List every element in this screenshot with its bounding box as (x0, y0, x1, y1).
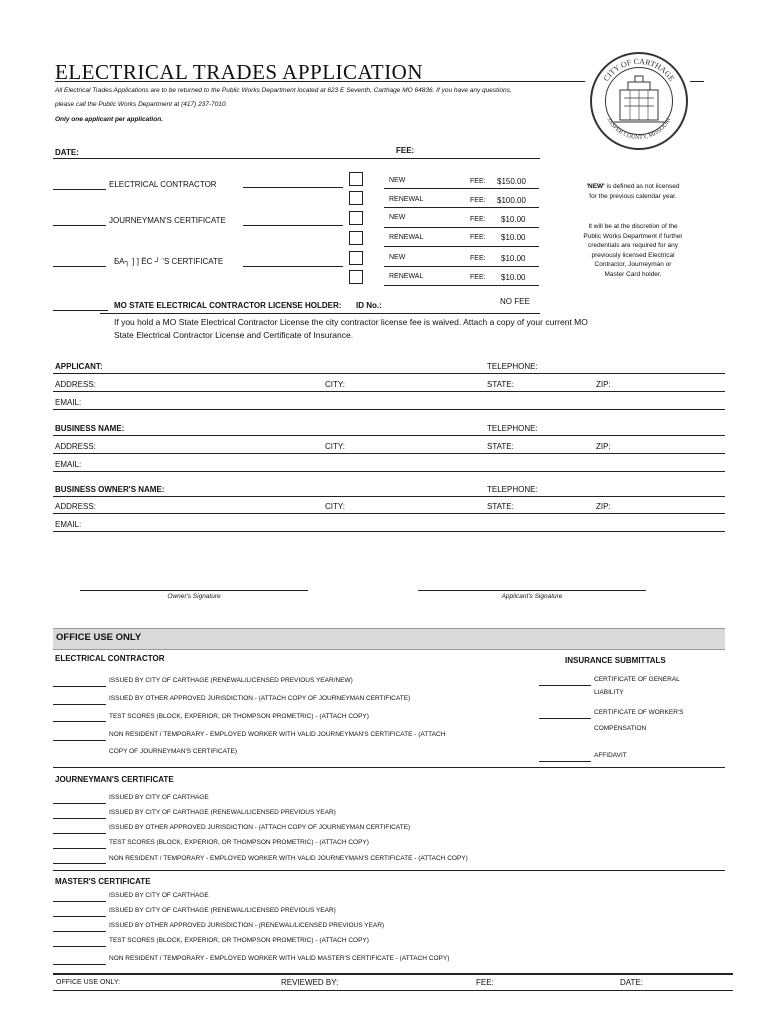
applicant-city-label: CITY: (325, 380, 346, 389)
checkbox-jm-new[interactable] (349, 211, 363, 225)
jm-item: ISSUED BY CITY OF CARTHAGE (RENEWAL/LICENSED PREVIOUS YEAR) (109, 809, 336, 816)
footer-reviewed-by-label: REVIEWED BY: (281, 978, 339, 987)
city-seal-building-icon (590, 52, 688, 150)
option-amount: $10.00 (501, 254, 526, 263)
owner-name-label: BUSINESS OWNER'S NAME: (55, 485, 165, 494)
insurance-item-blank[interactable] (539, 685, 591, 686)
state-holder-underline[interactable] (100, 313, 540, 314)
applicant-state-label: STATE: (487, 380, 514, 389)
business-zip-label: ZIP: (596, 442, 611, 451)
ms-item: ISSUED BY CITY OF CARTHAGE (RENEWAL/LICENSED PREVIOUS YEAR) (109, 907, 336, 914)
option-type: RENEWAL (389, 196, 424, 203)
owner-name-field[interactable] (53, 496, 725, 497)
footer-date-label: DATE: (620, 978, 643, 987)
owner-city-label: CITY: (325, 502, 346, 511)
business-name-label: BUSINESS NAME: (55, 424, 125, 433)
jm-item: NON RESIDENT / TEMPORARY - EMPLOYED WORKER WITH VALID JOURNEYMAN'S CERTIFICATE - (ATTACH COPY) (109, 855, 468, 862)
option-divider (384, 266, 539, 267)
owner-signature-label: Owner's Signature (167, 593, 221, 600)
svg-text:CITY OF CARTHAGE (602, 57, 677, 83)
business-address-field[interactable] (53, 453, 725, 454)
business-email-label: EMAIL: (55, 460, 82, 469)
option-type: RENEWAL (389, 273, 424, 280)
intro-text-2: please call the Public Works Department at (417) 237-7010. (55, 101, 228, 108)
option-divider (384, 207, 539, 208)
ms-item: NON RESIDENT / TEMPORARY - EMPLOYED WORKER WITH VALID MASTER'S CERTIFICATE - (ATTACH COPY) (109, 955, 450, 962)
option-divider (384, 188, 539, 189)
ec-item-blank[interactable] (53, 686, 106, 687)
ms-item-blank[interactable] (53, 931, 106, 932)
insurance-item-blank[interactable] (539, 761, 591, 762)
new-definition-text-2: for the previous calendar year. (589, 192, 677, 200)
svg-text:JASPER COUNTY, MISSOURI (606, 117, 673, 141)
business-telephone-label: TELEPHONE: (487, 424, 538, 433)
owner-email-field[interactable] (53, 531, 725, 532)
discretion-line: previously licensed Electrical (591, 251, 675, 259)
ec-item-continued: COPY OF JOURNEYMAN'S CERTIFICATE) (109, 748, 238, 755)
ms-item: ISSUED BY CITY OF CARTHAGE (109, 892, 209, 899)
footer-office-use-label: OFFICE USE ONLY: (56, 979, 121, 986)
discretion-line: Contractor, Journeyman or (594, 261, 672, 268)
option-amount: $10.00 (501, 233, 526, 242)
ms-item: ISSUED BY OTHER APPROVED JURISDICTION - (RENEWAL/LICENSED PREVIOUS YEAR) (109, 922, 385, 929)
owner-zip-label: ZIP: (596, 502, 611, 511)
jm-section-heading: JOURNEYMAN'S CERTIFICATE (55, 775, 174, 784)
owner-address-field[interactable] (53, 513, 725, 514)
office-use-header-bar (53, 628, 725, 650)
footer-bottom-rule (53, 990, 733, 991)
insurance-item: CERTIFICATE OF WORKER'S (594, 709, 684, 716)
ec-item: ISSUED BY OTHER APPROVED JURISDICTION - (ATTACH COPY OF JOURNEYMAN CERTIFICATE) (109, 695, 411, 702)
id-number-label: ID No.: (356, 301, 382, 310)
applicant-address-field[interactable] (53, 391, 725, 392)
state-holder-info-1: If you hold a MO State Electrical Contractor License the city contractor license fee is waived. Attach a copy of your current MO (114, 317, 588, 327)
page-title: ELECTRICAL TRADES APPLICATION (55, 60, 424, 84)
option-amount: $10.00 (501, 215, 526, 224)
option-divider (384, 227, 539, 228)
insurance-item: AFFIDAVIT (594, 752, 627, 759)
owner-state-label: STATE: (487, 502, 514, 511)
ec-item: ISSUED BY CITY OF CARTHAGE (RENEWAL/LICENSED PREVIOUS YEAR/NEW) (109, 677, 353, 684)
jm-item-blank[interactable] (53, 833, 106, 834)
master-label: БА┐ ] ] ЁС ┘ 'S CERTIFICATE (114, 257, 224, 266)
footer-rule (53, 973, 733, 975)
option-fee-label: FEE: (470, 216, 486, 223)
discretion-line: Public Works Department if further (583, 232, 683, 240)
state-holder-label: MO STATE ELECTRICAL CONTRACTOR LICENSE HOLDER: (114, 301, 342, 310)
insurance-item-continued: LIABILITY (594, 689, 624, 696)
ec-item-blank[interactable] (53, 740, 106, 741)
ec-section-heading: ELECTRICAL CONTRACTOR (55, 654, 165, 663)
state-holder-info-2: State Electrical Contractor License and Certificate of Insurance. (114, 330, 354, 340)
option-fee-label: FEE: (470, 274, 486, 281)
ms-item-blank[interactable] (53, 964, 106, 965)
jm-section-divider (53, 870, 725, 871)
ec-item-blank[interactable] (53, 704, 106, 705)
option-divider (384, 285, 539, 286)
new-definition-text: is defined as not licensed (604, 183, 680, 190)
applicant-email-field[interactable] (53, 409, 725, 410)
master-line (243, 266, 343, 267)
business-city-label: CITY: (325, 442, 346, 451)
option-fee-label: FEE: (470, 197, 486, 204)
fee-label: FEE: (396, 146, 415, 155)
electrical-contractor-blank[interactable] (53, 189, 106, 190)
jm-item: TEST SCORES (BLOCK, EXPERIOR, OR THOMPSON PROMETRIC) - (ATTACH COPY) (109, 839, 369, 846)
master-blank[interactable] (53, 266, 106, 267)
insurance-item-continued: COMPENSATION (594, 725, 647, 732)
option-divider (384, 246, 539, 247)
ms-item-blank[interactable] (53, 901, 106, 902)
ec-section-divider (53, 767, 725, 768)
new-definition-term: 'NEW' (586, 183, 605, 190)
option-amount: $10.00 (501, 273, 526, 282)
business-name-field[interactable] (53, 435, 725, 436)
footer-fee-label: FEE: (476, 978, 494, 987)
option-fee-label: FEE: (470, 234, 486, 241)
applicant-signature-field[interactable] (418, 590, 646, 591)
checkbox-jm-renewal[interactable] (349, 231, 363, 245)
journeyman-blank[interactable] (53, 225, 106, 226)
discretion-line: It will be at the discretion of the (588, 223, 678, 230)
applicant-name-field[interactable] (53, 373, 725, 374)
owner-telephone-label: TELEPHONE: (487, 485, 538, 494)
ms-item: TEST SCORES (BLOCK, EXPERIOR, OR THOMPSON PROMETRIC) - (ATTACH COPY) (109, 937, 369, 944)
ms-item-blank[interactable] (53, 916, 106, 917)
insurance-item-blank[interactable] (539, 718, 591, 719)
applicant-address-label: ADDRESS: (55, 380, 96, 389)
option-type: RENEWAL (389, 234, 424, 241)
option-fee-label: FEE: (470, 178, 486, 185)
option-type: NEW (389, 254, 406, 261)
applicant-telephone-label: TELEPHONE: (487, 362, 538, 371)
discretion-line: credentials are required for any (588, 242, 678, 249)
applicant-signature-label: Applicant's Signature (501, 593, 563, 600)
jm-item-blank[interactable] (53, 803, 106, 804)
date-label: DATE: (55, 148, 79, 157)
business-state-label: STATE: (487, 442, 514, 451)
no-fee-label: NO FEE (500, 297, 530, 306)
ec-item: NON RESIDENT / TEMPORARY - EMPLOYED WORKER WITH VALID JOURNEYMAN'S CERTIFICATE - (ATTACH (109, 731, 446, 738)
ms-item-blank[interactable] (53, 946, 106, 947)
option-amount: $100.00 (497, 196, 526, 205)
business-email-field[interactable] (53, 471, 725, 472)
date-fee-underline[interactable] (53, 158, 540, 159)
checkbox-ms-renewal[interactable] (349, 270, 363, 284)
title-rule-end (690, 81, 704, 82)
insurance-item: CERTIFICATE OF GENERAL (594, 676, 680, 683)
option-type: NEW (389, 177, 406, 184)
intro-text-3: Only one applicant per application. (55, 116, 163, 123)
owner-address-label: ADDRESS: (55, 502, 96, 511)
title-rule (55, 81, 585, 82)
checkbox-ms-new[interactable] (349, 251, 363, 265)
checkbox-ec-renewal[interactable] (349, 191, 363, 205)
state-holder-blank[interactable] (53, 310, 108, 311)
applicant-label: APPLICANT: (55, 362, 103, 371)
intro-text-1: All Electrical Trades Applications are to be returned to the Public Works Department located at 623 E Seventh, Carthage MO 64836. If you have any questions, (55, 87, 512, 94)
owner-email-label: EMAIL: (55, 520, 82, 529)
discretion-note (568, 222, 698, 279)
new-definition-note (568, 182, 698, 201)
ms-section-heading: MASTER'S CERTIFICATE (55, 877, 151, 886)
applicant-zip-label: ZIP: (596, 380, 611, 389)
seal-bottom-text: JASPER COUNTY, MISSOURI (605, 117, 673, 142)
office-use-heading: OFFICE USE ONLY (56, 632, 142, 643)
journeyman-line (243, 225, 343, 226)
checkbox-ec-new[interactable] (349, 172, 363, 186)
electrical-contractor-label: ELECTRICAL CONTRACTOR (109, 180, 217, 189)
ec-item-blank[interactable] (53, 721, 106, 722)
option-amount: $150.00 (497, 177, 526, 186)
ec-item: TEST SCORES (BLOCK, EXPERIOR, OR THOMPSON PROMETRIC) - (ATTACH COPY) (109, 713, 369, 720)
owner-signature-field[interactable] (80, 590, 308, 591)
seal-top-text: CITY OF CARTHAGE (601, 56, 677, 83)
business-address-label: ADDRESS: (55, 442, 96, 451)
jm-item: ISSUED BY CITY OF CARTHAGE (109, 794, 209, 801)
jm-item-blank[interactable] (53, 863, 106, 864)
option-type: NEW (389, 214, 406, 221)
insurance-heading: INSURANCE SUBMITTALS (565, 656, 666, 665)
journeyman-label: JOURNEYMAN'S CERTIFICATE (109, 216, 226, 225)
electrical-contractor-line (243, 187, 343, 188)
applicant-email-label: EMAIL: (55, 398, 82, 407)
option-fee-label: FEE: (470, 255, 486, 262)
discretion-line: Master Card holder. (604, 270, 662, 278)
jm-item-blank[interactable] (53, 848, 106, 849)
jm-item: ISSUED BY OTHER APPROVED JURISDICTION - (ATTACH COPY OF JOURNEYMAN CERTIFICATE) (109, 824, 411, 831)
jm-item-blank[interactable] (53, 818, 106, 819)
